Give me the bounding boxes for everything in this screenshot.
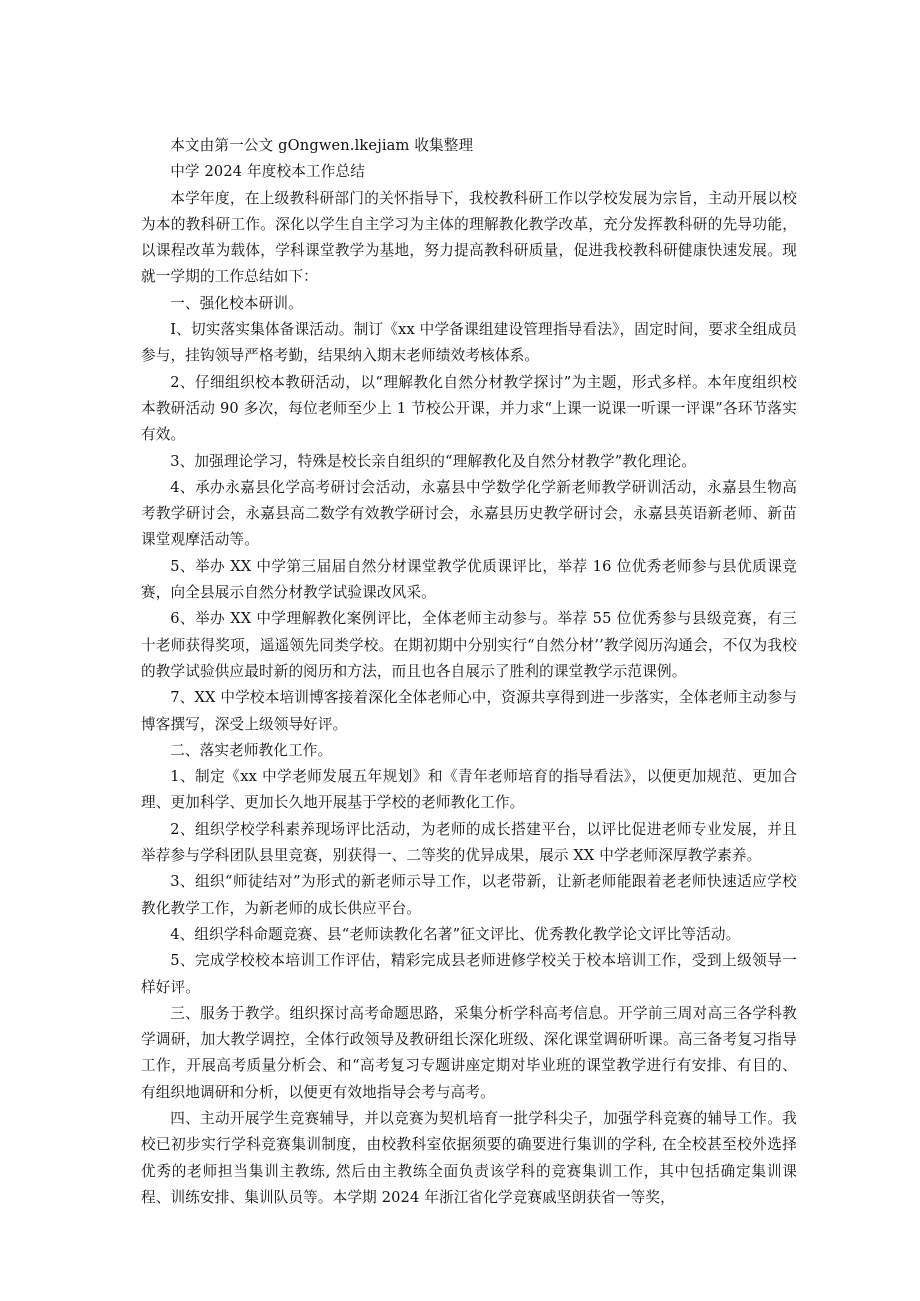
document-body <box>141 133 797 1211</box>
section-heading-2: 二、落实老师教化工作。 <box>170 741 333 759</box>
paragraph: 4、组织学科命题竞赛、县“老师读教化名著”征文评比、优秀教化教学论文评比等活动。 <box>170 925 741 943</box>
paragraph: 7、XX 中学校本培训博客接着深化全体老师心中，资源共享得到进一步落实，全体老师主动参与博客撰写，深受上级领导好评。 <box>141 689 797 733</box>
paragraph: 4、承办永嘉县化学高考研讨会活动，永嘉县中学数学化学新老师教学研训活动，永嘉县生物高考教学研讨会，永嘉县高二数学有效教学研讨会，永嘉县历史教学研讨会，永嘉县英语新老师、新苗课堂观摩活动等。 <box>141 478 797 549</box>
paragraph: I、切实落实集体备课活动。制订《xx 中学备课组建设管理指导看法》，固定时间，要求全组成员参与，挂钩领导严格考勤，结果纳入期末老师绩效考核体系。 <box>141 321 797 365</box>
paragraph: 3、组织“师徒结对”为形式的新老师示导工作，以老带新，让新老师能跟着老老师快速适应学校教化教学工作，为新老师的成长供应平台。 <box>141 873 797 917</box>
paragraph: 2、仔细组织校本教研活动，以“理解教化自然分材教学探讨”为主题，形式多样。本年度组织校本教研活动 90 多次，每位老师至少上 1 节校公开课，并力求“上课一说课一听课一评课”各环节落实有效。 <box>141 373 797 444</box>
paragraph: 3、加强理论学习，特殊是校长亲自组织的“理解教化及自然分材教学”教化理论。 <box>170 452 697 470</box>
document-title: 中学 2024 年度校本工作总结 <box>170 163 365 181</box>
paragraph: 5、举办 XX 中学第三届届自然分材课堂教学优质课评比，举荐 16 位优秀老师参与县优质课竞赛，向全县展示自然分材教学试验课改风采。 <box>141 557 797 602</box>
source-note: 本文由第一公文 gOngwen.lkejiam 收集整理 <box>170 137 474 154</box>
paragraph: 2、组织学校学科素养现场评比活动，为老师的成长搭建平台，以评比促进老师专业发展，并且举荐参与学科团队县里竞赛，别获得一、二等奖的优异成果，展示 XX 中学老师深厚教学素养。 <box>141 820 797 865</box>
paragraph: 1、制定《xx 中学老师发展五年规划》和《青年老师培育的指导看法》，以便更加规范、更加合理、更加科学、更加长久地开展基于学校的老师教化工作。 <box>141 768 797 812</box>
paragraph-intro: 本学年度，在上级教科研部门的关怀指导下，我校教科研工作以学校发展为宗旨，主动开展以校为本的教科研工作。深化以学生自主学习为主体的理解教化教学改革，充分发挥教科研的先导功能，以课程改革为载体，学科课堂教学为基地，努力提高教科研质量，促进我校教科研健康快速发展。现就一学期的工作总结如下： <box>141 189 797 286</box>
section-paragraph-3: 三、服务于教学。组织探讨高考命题思路，采集分析学科高考信息。开学前三周对高三各学科教学调研，加大教学调控，全体行政领导及教研组长深化班级、深化课堂调研听课。高三备考复习指导工作，开展高考质量分析会、和“高考复习专题讲座定期对毕业班的课堂教学进行有安排、有目的、有组织地调研和分析，以便更有效地指导会考与高考。 <box>141 1004 797 1101</box>
section-paragraph-4: 四、主动开展学生竞赛辅导，并以竞赛为契机培育一批学科尖子，加强学科竞赛的辅导工作。我校已初步实行学科竞赛集训制度，由校教科室依据须要的确要进行集训的学科, 在全校甚至校外选择优秀的老师担当集训主教练, 然后由主教练全面负责该学科的竞赛集训工作，其中包括确定集训课程、训练安排、集训队员等。本学期 2024 年浙江省化学竞赛戚坚朗获省一等奖， <box>141 1109 797 1206</box>
paragraph: 6、举办 XX 中学理解教化案例评比，全体老师主动参与。举荐 55 位优秀参与县级竞赛，有三十老师获得奖项，遥遥领先同类学校。在期初期中分别实行“自然分材’’教学阅历沟通会，不仅为我校的教学试验供应最时新的阅历和方法，而且也各自展示了胜利的课堂教学示范课例。 <box>141 610 797 680</box>
paragraph: 5、完成学校校本培训工作评估，精彩完成县老师进修学校关于校本培训工作，受到上级领导一样好评。 <box>141 952 797 996</box>
section-heading-1: 一、强化校本研训。 <box>170 294 303 312</box>
